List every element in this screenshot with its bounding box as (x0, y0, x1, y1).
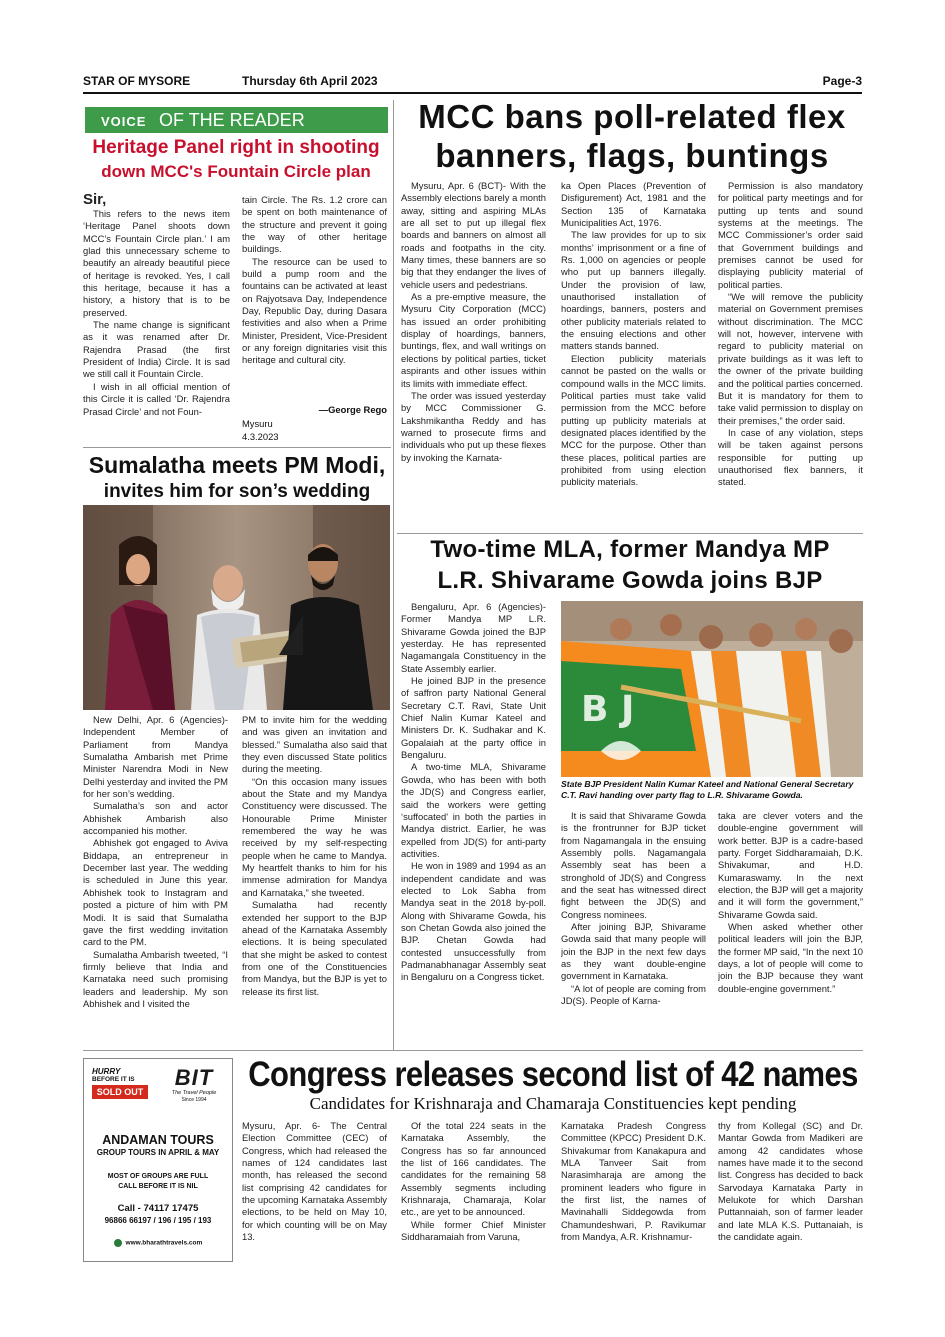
paragraph: “We will remove the publicity material on Government premises without discrimination. The MCC will not, however, intervene with regard to publicity material on private buildings as it was left to the owner of the private building and the political parties concerned. But it is mandatory for them to take valid permission to display on their premises,” the order said. (718, 291, 863, 426)
gowda-col-1 (401, 601, 546, 1047)
ad-subtitle: GROUP TOURS IN APRIL & MAY (96, 1148, 220, 1157)
congress-headline: Congress releases second list of 42 names (248, 1054, 858, 1095)
masthead-rule (83, 92, 862, 94)
salutation: Sir, (83, 192, 107, 208)
sumalatha-headline-2: invites him for son’s wedding (103, 481, 371, 502)
sumalatha-col-1 (83, 714, 228, 1046)
paragraph: ka Open Places (Prevention of Disfigurement) Act, 1981 and the Section 135 of Karnataka Municipalities Act, 1976. (561, 180, 706, 229)
paragraph: While former Chief Minister Siddharamaiah from Varuna, (401, 1218, 546, 1243)
gowda-col-2 (561, 810, 706, 1047)
paper-name: STAR OF MYSORE (83, 74, 191, 88)
ad-website-text: www.bharathtravels.com (125, 1239, 203, 1247)
ad-phone-1[interactable]: Call - 74117 17475 (117, 1203, 199, 1214)
section-divider (83, 447, 391, 448)
hurry-badge (92, 1067, 152, 1109)
gowda-headline-2: L.R. Shivarame Gowda joins BJP (437, 567, 823, 594)
paragraph: “On this occasion many issues about the State and my Mandya Constituency were discussed. The Honourable Prime Minister remembered the way he was received by my self-respecting people when he came to Mandya. My heartfelt thanks to him for his immense admiration for Mandya and Karnataka,” she tweeted. (242, 775, 387, 898)
section-divider (397, 533, 863, 534)
heritage-headline-1: Heritage Panel right in shooting (92, 137, 380, 158)
globe-icon (114, 1239, 122, 1247)
photo-illustration (561, 601, 863, 777)
andaman-tours-ad[interactable] (83, 1058, 233, 1262)
paragraph: Abhishek got engaged to Aviva Biddapa, an entrepreneur in December last year. The wedding is scheduled in June this year. Abhishek took to Instagram and posted a picture of him with PM Modi. It is said that Sumalatha gave the first wedding invitation card to the PM. (83, 837, 228, 948)
ad-website[interactable] (84, 1239, 232, 1247)
paragraph: Bengaluru, Apr. 6 (Agencies)- Former Mandya MP L.R. Shivarame Gowda joined the BJP yesterday. He has represented Nagamangala Constituency in the State Assembly earlier. (401, 601, 546, 674)
paragraph: New Delhi, Apr. 6 (Agencies)- Independent Member of Parliament from Mandya Sumalatha Ambarish met Prime Minister Narendra Modi in New Delhi yesterday and invited the PM for her son’s wedding. (83, 714, 228, 800)
congress-subhead: Candidates for Krishnaraja and Chamaraja Constituencies kept pending (309, 1094, 797, 1113)
mcc-headline-1: MCC bans poll-related flex (418, 98, 846, 135)
bjp-flag-photo (561, 601, 863, 777)
voice-label-rest: OF THE READER (159, 110, 305, 130)
modi-meeting-photo (83, 505, 390, 710)
gowda-headline-1: Two-time MLA, former Mandya MP (430, 536, 830, 563)
paragraph: When asked whether other political leaders will join the BJP, the former MP said, “In the next 10 days, a lot of people will come to join the BJP because they want double-engine government.” (718, 921, 863, 994)
paragraph: In case of any violation, steps will be taken against persons responsible for putting up unauthorised flex banners, it stated. (718, 426, 863, 488)
sold-out-stamp: SOLD OUT (92, 1085, 148, 1099)
photo-illustration (83, 505, 390, 710)
congress-col-4 (718, 1120, 863, 1270)
letter-date: 4.3.2023 (242, 431, 279, 442)
paragraph: It is said that Shivarame Gowda is the frontrunner for BJP ticket from Nagamangala in the ensuing Assembly polls. Nagamangala Assembly seat has been a stronghold of JD(S) and Congress and the seat has witnessed direct fight between the JD(S) and Congress nominees. (561, 810, 706, 920)
paragraph: A two-time MLA, Shivarame Gowda, who has been with both the JD(S) and Congress earlier, said the workers were getting ‘suffocated’ in both the parties in Mandya district. Earlier, he was expelled from JD(S) for anti-party activities. (401, 761, 546, 859)
paragraph: thy from Kollegal (SC) and Dr. Mantar Gowda from Madikeri are among 42 candidates whose names have made it to the second list. Congress has decided to back Sarvodaya Karnataka Party in Melukote for which Darshan Puttannaiah, son of farmer leader and late MLA K.S. Puttanaiah, is the candidate again. (718, 1120, 863, 1243)
paragraph: After joining BJP, Shivarame Gowda said that many people will join the BJP in the next few days as they want double-engine government in Karnataka. (561, 921, 706, 982)
mcc-col-3 (718, 180, 863, 532)
letter-place: Mysuru (242, 418, 273, 429)
ad-phone-2[interactable]: 96866 66197 / 196 / 195 / 193 (104, 1216, 212, 1225)
photo-caption: State BJP President Nalin Kumar Kateel and National General Secretary C.T. Ravi handing over party flag to L.R. Shivarame Gowda. (561, 779, 854, 800)
paragraph: The law provides for up to six months’ imprisonment or a fine of Rs. 1,000 on agencies or people who put up banners illegally. Under the provision of law, unauthorised installation of hoardings, banners, posters and other publicity materials related to the ensuing elections and other matters stands banned. (561, 229, 706, 352)
letter-signature: —George Rego (318, 404, 387, 415)
page-number: Page-3 (822, 74, 862, 88)
paragraph: Karnataka Pradesh Congress Committee (KPCC) President D.K. Shivakumar from Kanakapura and MLA Tanveer Sait from Narasimharaja are among the prominent leaders who figure in the first list, the names of Mavinahalli Siddegowda from Chamundeshwari, P. Ravikumar from Mandya, A.R. Krishnamur- (561, 1120, 706, 1243)
paragraph: Sumalatha Ambarish tweeted, “I firmly believe that India and Karnataka need such promising leaders and leadership. My son Abhishek and I visited the (83, 948, 228, 1009)
paragraph: The order was issued yesterday by MCC Commissioner G. Lakshmikantha Reddy and has warned to prosecute firms and individuals who put up these flexes by invoking the Karnata- (401, 389, 546, 463)
svg-text:B J: B J (581, 689, 635, 730)
mcc-headline-2: banners, flags, buntings (435, 137, 829, 174)
voice-col-1 (83, 192, 230, 446)
gowda-col-3 (718, 810, 863, 1047)
mcc-col-2 (561, 180, 706, 532)
paragraph: PM to invite him for the wedding and was given an invitation and blessed.” Sumalatha also said that they even discussed State politics during the meeting. (242, 714, 387, 775)
ad-note-1: MOST OF GROUPS ARE FULL (107, 1173, 209, 1180)
paragraph: Mysuru, Apr. 6 (BCT)- With the Assembly elections barely a month away, sitting and aspiring MLAs are all set to put up illegal flex boards and banners on almost all roads and footpaths in the city. Many times, these banners are so big that they endanger the lives of vehicle users and pedestrians. (401, 180, 546, 290)
section-divider (83, 1050, 863, 1051)
sumalatha-col-2 (242, 714, 387, 1046)
paragraph: As a pre-emptive measure, the Mysuru City Corporation (MCC) has issued an order prohibiting display of hoardings, banners, buntings, flex, and wall writings on elections by political parties, ticket aspirants and other issues within its limits with immediate effect. (401, 291, 546, 389)
paragraph: taka are clever voters and the double-engine government will work better. BJP is a cadre-based party. Forget Siddharamaiah, D.K. Shivakumar, and H.D. Kumaraswamy. In the next election, the BJP will get a majority and it will form the government,” Shivarame Gowda said. (718, 810, 863, 920)
paragraph: “A lot of people are coming from JD(S). People of Karna- (561, 982, 706, 1007)
paragraph: Permission is also mandatory for political party meetings and for putting up tents and sound systems at the meetings. The MCC Commissioner’s order said that Government buildings and premises cannot be used for displaying publicity material of political parties. (718, 180, 863, 290)
bit-since: Since 1994 (181, 1097, 207, 1103)
ad-title: ANDAMAN TOURS (102, 1133, 214, 1147)
issue-date: Thursday 6th April 2023 (242, 74, 378, 88)
mcc-col-1 (401, 180, 546, 532)
paragraph: This refers to the news item ‘Heritage Panel shoots down MCC’s Fountain Circle plan.’ I am glad this unnecessary scheme to beautify an already beautiful piece of heritage is revoked. Yes, I call this heritage, because it has a history, a history that is to be preserved. (83, 208, 230, 318)
ad-note-2: CALL BEFORE IT IS NIL (118, 1183, 198, 1190)
voice-banner (85, 107, 388, 133)
paragraph: Sumalatha’s son and actor Abhishek Ambarish also accompanied his mother. (83, 800, 228, 837)
hurry-text: HURRY (92, 1067, 121, 1076)
voice-label-bold: VOICE (101, 114, 147, 129)
paragraph: Election publicity materials cannot be pasted on the walls or compound walls in the MCC limits. Political parties must take valid permission from the MCC before putting up publicity materials at designated places identified by the MCC for the purpose. Other than these places, political parties are prohibited from using election publicity materials. (561, 352, 706, 488)
paragraph: I wish in all official mention of this Circle it is called ‘Dr. Rajendra Prasad Circle’ and not Foun- (83, 380, 230, 417)
heritage-headline-2: down MCC's Fountain Circle plan (101, 162, 371, 181)
column-divider (393, 100, 394, 1050)
paragraph: The resource can be used to build a pump room and the fountains can be activated at least on Rajyotsava Day, Independence Day, Republic Day, during Dasara festivities and also when a Prime Minister, President, Vice-President or any foreign dignitaries visit this heritage and cultural city. (242, 255, 387, 366)
congress-col-2 (401, 1120, 546, 1270)
sumalatha-headline-1: Sumalatha meets PM Modi, (88, 452, 386, 478)
before-text: BEFORE IT IS (92, 1076, 135, 1083)
congress-col-3 (561, 1120, 706, 1270)
bit-tagline: The Travel People (171, 1090, 217, 1096)
congress-col-1 (242, 1120, 387, 1270)
paragraph: Of the total 224 seats in the Karnataka Assembly, the Congress has so far announced the list of 166 candidates. The candidates for the remaining 58 Assembly segments including Krishnaraja, Chamaraja, Kolar etc., are yet to be announced. (401, 1120, 546, 1218)
paragraph: He joined BJP in the presence of saffron party National General Secretary C.T. Ravi, State Unit Chief Nalin Kumar Kateel and Ministers Dr. K. Sudhakar and K. Gopalaiah at the party office in Bengaluru. (401, 675, 546, 761)
voice-col-2 (242, 194, 387, 404)
paragraph: He won in 1989 and 1994 as an independent candidate and was elected to Lok Sabha from Mandya seat in the 2018 by-poll. Along with Shivarame Gowda, his son Chetan Gowda also joined the BJP. Chetan Gowda had contested unsuccessfully from Padmanabhanagar Assembly seat in Bengaluru on a Congress ticket. (401, 860, 546, 983)
bit-logo: BIT (174, 1065, 214, 1090)
paragraph: tain Circle. The Rs. 1.2 crore can be spent on both maintenance of the structure and prevent it going the way of other heritage buildings. (242, 194, 387, 255)
paragraph: Sumalatha had recently extended her support to the BJP ahead of the Karnataka Assembly elections. It is being speculated that she might be asked to contest from one of the Constituencies from Mandya, but the BJP is yet to release its first list. (242, 899, 387, 997)
paragraph: The name change is significant as it was renamed after Dr. Rajendra Prasad (the first President of India) Circle. It is sad we still call it Fountain Circle. (83, 319, 230, 380)
paragraph: Mysuru, Apr. 6- The Central Election Committee (CEC) of Congress, which had released the names of 124 candidates last month, has released the second list comprising 42 candidates for the upcoming Karnataka Assembly elections, to be held on May 10, for which counting will be on May 13. (242, 1120, 387, 1243)
